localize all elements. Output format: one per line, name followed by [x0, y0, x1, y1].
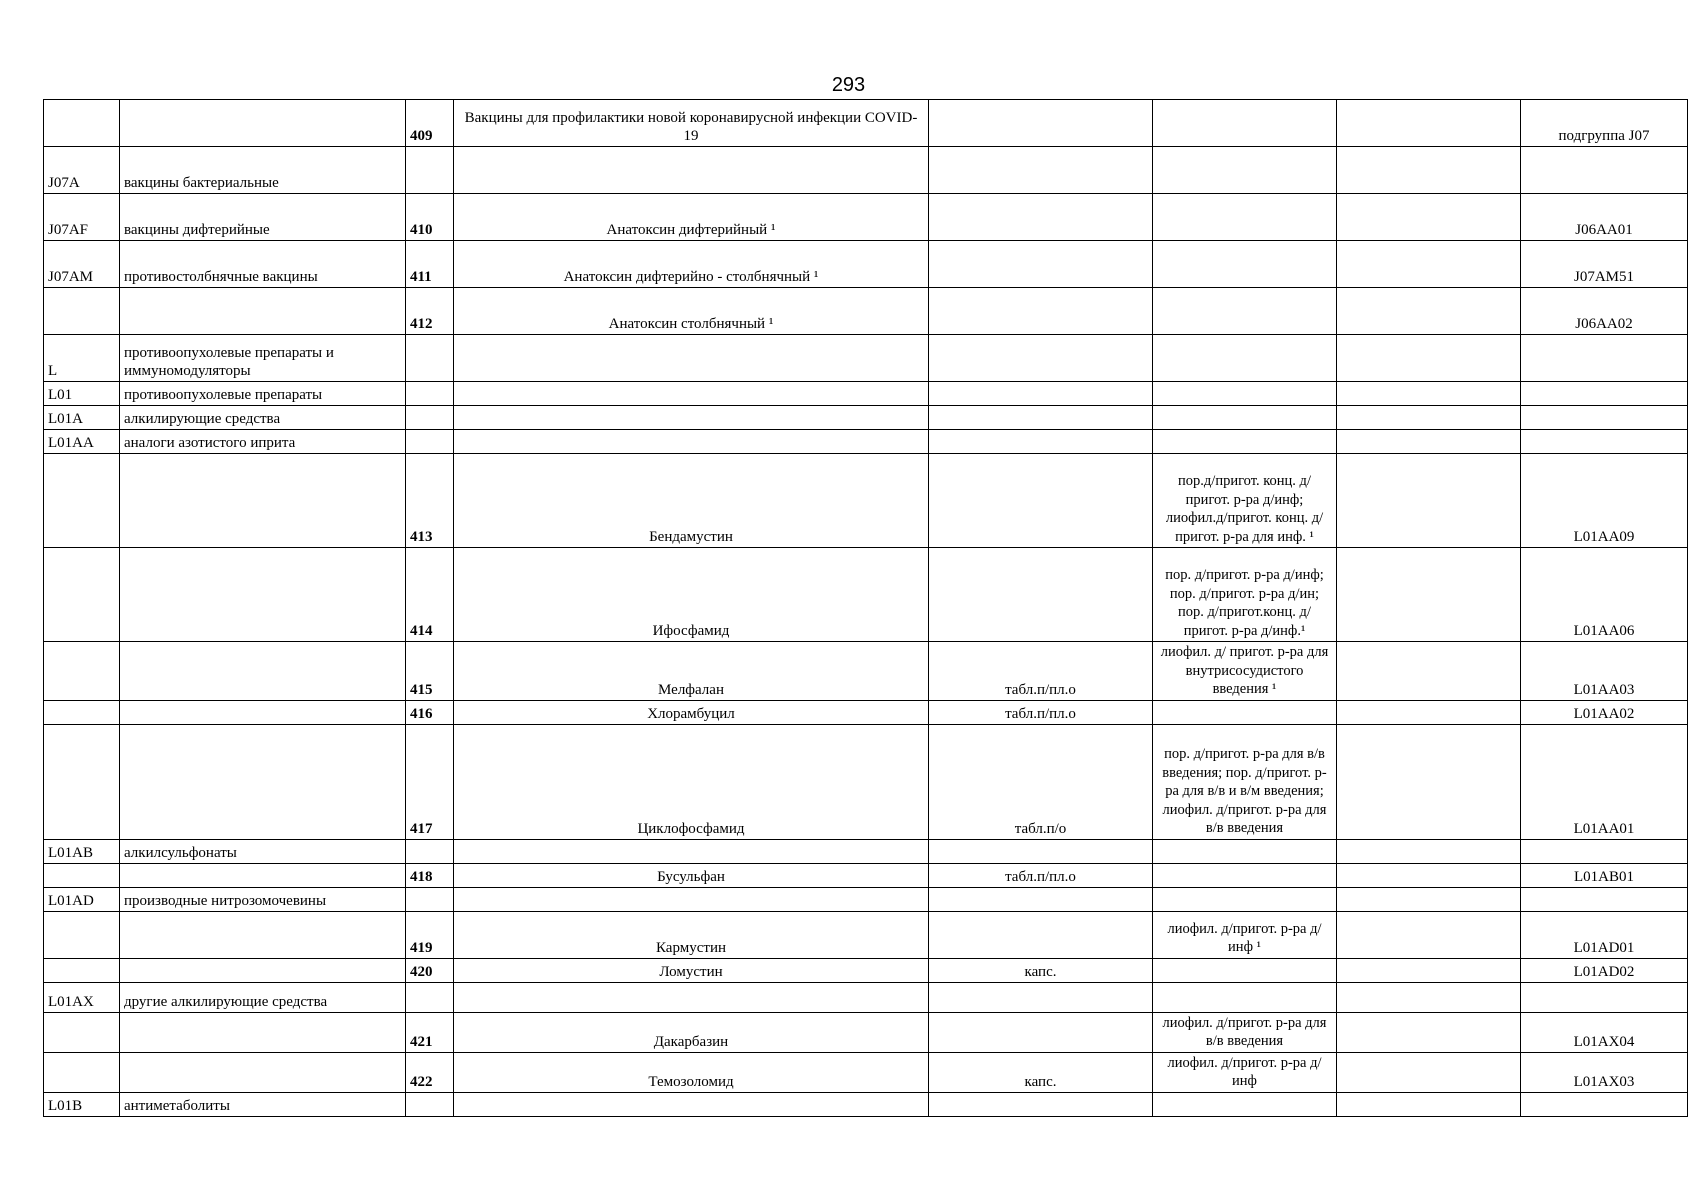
atc-group-code	[44, 454, 120, 548]
atc-group-name	[120, 911, 406, 958]
dosage-form-oral: табл.п/пл.о	[929, 863, 1153, 887]
atc-group-code: J07AF	[44, 194, 120, 241]
dosage-form-oral	[929, 887, 1153, 911]
drug-name	[454, 430, 929, 454]
row-number	[406, 382, 454, 406]
empty-cell	[1337, 724, 1521, 839]
dosage-form-oral	[929, 430, 1153, 454]
drug-list-table	[43, 99, 1688, 1117]
empty-cell	[1337, 406, 1521, 430]
atc-group-name: противоопухолевые препараты	[120, 382, 406, 406]
row-number	[406, 839, 454, 863]
row-number: 417	[406, 724, 454, 839]
empty-cell	[1337, 454, 1521, 548]
empty-cell	[1337, 147, 1521, 194]
dosage-form-oral	[929, 1092, 1153, 1116]
dosage-form-oral	[929, 406, 1153, 430]
atc-group-name: вакцины дифтерийные	[120, 194, 406, 241]
atc-code	[1521, 982, 1688, 1012]
table-body	[44, 100, 1688, 1117]
atc-code: L01AD01	[1521, 911, 1688, 958]
empty-cell	[1337, 288, 1521, 335]
table-row	[44, 839, 1688, 863]
atc-group-name: противоопухолевые препараты и иммуномодуляторы	[120, 335, 406, 382]
atc-group-name: другие алкилирующие средства	[120, 982, 406, 1012]
atc-group-code	[44, 548, 120, 642]
row-number	[406, 406, 454, 430]
empty-cell	[1337, 241, 1521, 288]
empty-cell	[1337, 958, 1521, 982]
empty-cell	[1337, 194, 1521, 241]
dosage-form-oral	[929, 335, 1153, 382]
dosage-form-parenteral	[1153, 194, 1337, 241]
atc-group-name	[120, 642, 406, 701]
dosage-form-parenteral: пор. д/пригот. р-ра д/инф; пор. д/пригот. р-ра д/ин; пор. д/пригот.конц. д/пригот. р-ра д/инф.¹	[1153, 548, 1337, 642]
dosage-form-oral	[929, 454, 1153, 548]
empty-cell	[1337, 548, 1521, 642]
drug-name: Анатоксин дифтерийный ¹	[454, 194, 929, 241]
atc-group-name	[120, 863, 406, 887]
atc-group-code: J07A	[44, 147, 120, 194]
dosage-form-oral: табл.п/о	[929, 724, 1153, 839]
dosage-form-oral	[929, 241, 1153, 288]
dosage-form-oral: капс.	[929, 1052, 1153, 1092]
dosage-form-oral	[929, 100, 1153, 147]
row-number: 422	[406, 1052, 454, 1092]
atc-group-name	[120, 100, 406, 147]
atc-group-code	[44, 288, 120, 335]
atc-group-code: L01	[44, 382, 120, 406]
table-row	[44, 548, 1688, 642]
dosage-form-oral: капс.	[929, 958, 1153, 982]
row-number: 410	[406, 194, 454, 241]
drug-name: Мелфалан	[454, 642, 929, 701]
table-row	[44, 241, 1688, 288]
dosage-form-parenteral: лиофил. д/пригот. р-ра д/инф	[1153, 1052, 1337, 1092]
dosage-form-parenteral	[1153, 958, 1337, 982]
row-number: 420	[406, 958, 454, 982]
empty-cell	[1337, 382, 1521, 406]
dosage-form-oral: табл.п/пл.о	[929, 700, 1153, 724]
atc-code: J06AA02	[1521, 288, 1688, 335]
atc-group-code: L	[44, 335, 120, 382]
row-number: 418	[406, 863, 454, 887]
atc-group-name: алкилсульфонаты	[120, 839, 406, 863]
table-row	[44, 1052, 1688, 1092]
dosage-form-parenteral	[1153, 982, 1337, 1012]
atc-group-name	[120, 724, 406, 839]
table-row	[44, 288, 1688, 335]
atc-group-name	[120, 958, 406, 982]
atc-group-name: алкилирующие средства	[120, 406, 406, 430]
table-row	[44, 958, 1688, 982]
table-row	[44, 642, 1688, 701]
atc-group-name	[120, 1012, 406, 1052]
atc-group-name	[120, 288, 406, 335]
dosage-form-parenteral: пор. д/пригот. р-ра для в/в введения; пор. д/пригот. р-ра для в/в и в/м введения; лиофил. д/пригот. р-ра для в/в введения	[1153, 724, 1337, 839]
drug-name: Вакцины для профилактики новой коронавирусной инфекции COVID-19	[454, 100, 929, 147]
row-number: 414	[406, 548, 454, 642]
table-row	[44, 335, 1688, 382]
atc-group-name: противостолбнячные вакцины	[120, 241, 406, 288]
atc-group-code: J07AM	[44, 241, 120, 288]
atc-group-name: производные нитрозомочевины	[120, 887, 406, 911]
dosage-form-oral: табл.п/пл.о	[929, 642, 1153, 701]
dosage-form-parenteral	[1153, 241, 1337, 288]
atc-code: подгруппа J07	[1521, 100, 1688, 147]
drug-name: Ифосфамид	[454, 548, 929, 642]
table-row	[44, 147, 1688, 194]
drug-name	[454, 887, 929, 911]
atc-code: J07AM51	[1521, 241, 1688, 288]
atc-group-code	[44, 911, 120, 958]
row-number: 411	[406, 241, 454, 288]
row-number: 412	[406, 288, 454, 335]
dosage-form-oral	[929, 1012, 1153, 1052]
table-row	[44, 382, 1688, 406]
empty-cell	[1337, 700, 1521, 724]
empty-cell	[1337, 642, 1521, 701]
drug-name: Циклофосфамид	[454, 724, 929, 839]
dosage-form-oral	[929, 194, 1153, 241]
drug-name: Бендамустин	[454, 454, 929, 548]
drug-name	[454, 406, 929, 430]
atc-code	[1521, 887, 1688, 911]
drug-name: Анатоксин столбнячный ¹	[454, 288, 929, 335]
dosage-form-oral	[929, 147, 1153, 194]
row-number: 421	[406, 1012, 454, 1052]
dosage-form-parenteral	[1153, 430, 1337, 454]
atc-group-code: L01AD	[44, 887, 120, 911]
row-number: 419	[406, 911, 454, 958]
atc-group-name	[120, 700, 406, 724]
dosage-form-oral	[929, 839, 1153, 863]
dosage-form-oral	[929, 982, 1153, 1012]
table-row	[44, 1012, 1688, 1052]
page-number: 293	[831, 74, 866, 96]
empty-cell	[1337, 887, 1521, 911]
atc-code: L01AX04	[1521, 1012, 1688, 1052]
drug-name	[454, 382, 929, 406]
atc-group-name: антиметаболиты	[120, 1092, 406, 1116]
dosage-form-parenteral: лиофил. д/пригот. р-ра д/инф ¹	[1153, 911, 1337, 958]
atc-group-code: L01AB	[44, 839, 120, 863]
empty-cell	[1337, 100, 1521, 147]
drug-name: Ломустин	[454, 958, 929, 982]
table-row	[44, 863, 1688, 887]
atc-group-name: вакцины бактериальные	[120, 147, 406, 194]
atc-code: L01AA02	[1521, 700, 1688, 724]
drug-name	[454, 839, 929, 863]
drug-name: Дакарбазин	[454, 1012, 929, 1052]
row-number	[406, 430, 454, 454]
dosage-form-parenteral: лиофил. д/пригот. р-ра для в/в введения	[1153, 1012, 1337, 1052]
empty-cell	[1337, 911, 1521, 958]
row-number: 416	[406, 700, 454, 724]
table-row	[44, 724, 1688, 839]
dosage-form-parenteral	[1153, 1092, 1337, 1116]
table-row	[44, 982, 1688, 1012]
atc-group-code	[44, 958, 120, 982]
drug-name: Бусульфан	[454, 863, 929, 887]
dosage-form-parenteral	[1153, 863, 1337, 887]
atc-group-code: L01AX	[44, 982, 120, 1012]
atc-group-code: L01A	[44, 406, 120, 430]
atc-code	[1521, 382, 1688, 406]
atc-group-code	[44, 863, 120, 887]
atc-group-name: аналоги азотистого иприта	[120, 430, 406, 454]
dosage-form-parenteral	[1153, 147, 1337, 194]
atc-code	[1521, 147, 1688, 194]
atc-group-code	[44, 724, 120, 839]
atc-code	[1521, 406, 1688, 430]
atc-group-code: L01AA	[44, 430, 120, 454]
atc-group-code	[44, 100, 120, 147]
atc-group-code	[44, 642, 120, 701]
row-number	[406, 1092, 454, 1116]
atc-code: L01AA06	[1521, 548, 1688, 642]
row-number: 413	[406, 454, 454, 548]
table-row	[44, 911, 1688, 958]
drug-name: Кармустин	[454, 911, 929, 958]
dosage-form-oral	[929, 288, 1153, 335]
atc-group-name	[120, 1052, 406, 1092]
row-number: 409	[406, 100, 454, 147]
atc-group-code: L01B	[44, 1092, 120, 1116]
atc-code	[1521, 430, 1688, 454]
empty-cell	[1337, 1012, 1521, 1052]
dosage-form-parenteral	[1153, 288, 1337, 335]
table-row	[44, 1092, 1688, 1116]
empty-cell	[1337, 1052, 1521, 1092]
atc-code: L01AD02	[1521, 958, 1688, 982]
table-row	[44, 887, 1688, 911]
atc-code: J06AA01	[1521, 194, 1688, 241]
row-number	[406, 982, 454, 1012]
atc-group-code	[44, 1012, 120, 1052]
dosage-form-oral	[929, 382, 1153, 406]
atc-group-name	[120, 548, 406, 642]
dosage-form-parenteral: лиофил. д/ пригот. р-ра для внутрисосудистого введения ¹	[1153, 642, 1337, 701]
row-number	[406, 887, 454, 911]
empty-cell	[1337, 430, 1521, 454]
atc-code: L01AA09	[1521, 454, 1688, 548]
dosage-form-parenteral	[1153, 382, 1337, 406]
drug-name: Анатоксин дифтерийно - столбнячный ¹	[454, 241, 929, 288]
empty-cell	[1337, 982, 1521, 1012]
table-row	[44, 194, 1688, 241]
atc-group-name	[120, 454, 406, 548]
atc-code	[1521, 335, 1688, 382]
dosage-form-parenteral	[1153, 887, 1337, 911]
atc-code	[1521, 1092, 1688, 1116]
dosage-form-parenteral: пор.д/пригот. конц. д/пригот. р-ра д/инф; лиофил.д/пригот. конц. д/пригот. р-ра для инф. ¹	[1153, 454, 1337, 548]
drug-name	[454, 147, 929, 194]
table-row	[44, 454, 1688, 548]
atc-group-code	[44, 1052, 120, 1092]
dosage-form-parenteral	[1153, 335, 1337, 382]
dosage-form-parenteral	[1153, 406, 1337, 430]
empty-cell	[1337, 335, 1521, 382]
table-row	[44, 100, 1688, 147]
atc-code: L01AB01	[1521, 863, 1688, 887]
drug-name	[454, 982, 929, 1012]
row-number: 415	[406, 642, 454, 701]
drug-name	[454, 335, 929, 382]
atc-group-code	[44, 700, 120, 724]
dosage-form-parenteral	[1153, 700, 1337, 724]
atc-code: L01AX03	[1521, 1052, 1688, 1092]
row-number	[406, 335, 454, 382]
atc-code: L01AA01	[1521, 724, 1688, 839]
empty-cell	[1337, 863, 1521, 887]
table-row	[44, 430, 1688, 454]
empty-cell	[1337, 1092, 1521, 1116]
drug-name: Хлорамбуцил	[454, 700, 929, 724]
dosage-form-parenteral	[1153, 100, 1337, 147]
drug-name	[454, 1092, 929, 1116]
drug-name: Темозоломид	[454, 1052, 929, 1092]
table-row	[44, 700, 1688, 724]
row-number	[406, 147, 454, 194]
empty-cell	[1337, 839, 1521, 863]
atc-code	[1521, 839, 1688, 863]
table-row	[44, 406, 1688, 430]
dosage-form-parenteral	[1153, 839, 1337, 863]
dosage-form-oral	[929, 548, 1153, 642]
atc-code: L01AA03	[1521, 642, 1688, 701]
dosage-form-oral	[929, 911, 1153, 958]
